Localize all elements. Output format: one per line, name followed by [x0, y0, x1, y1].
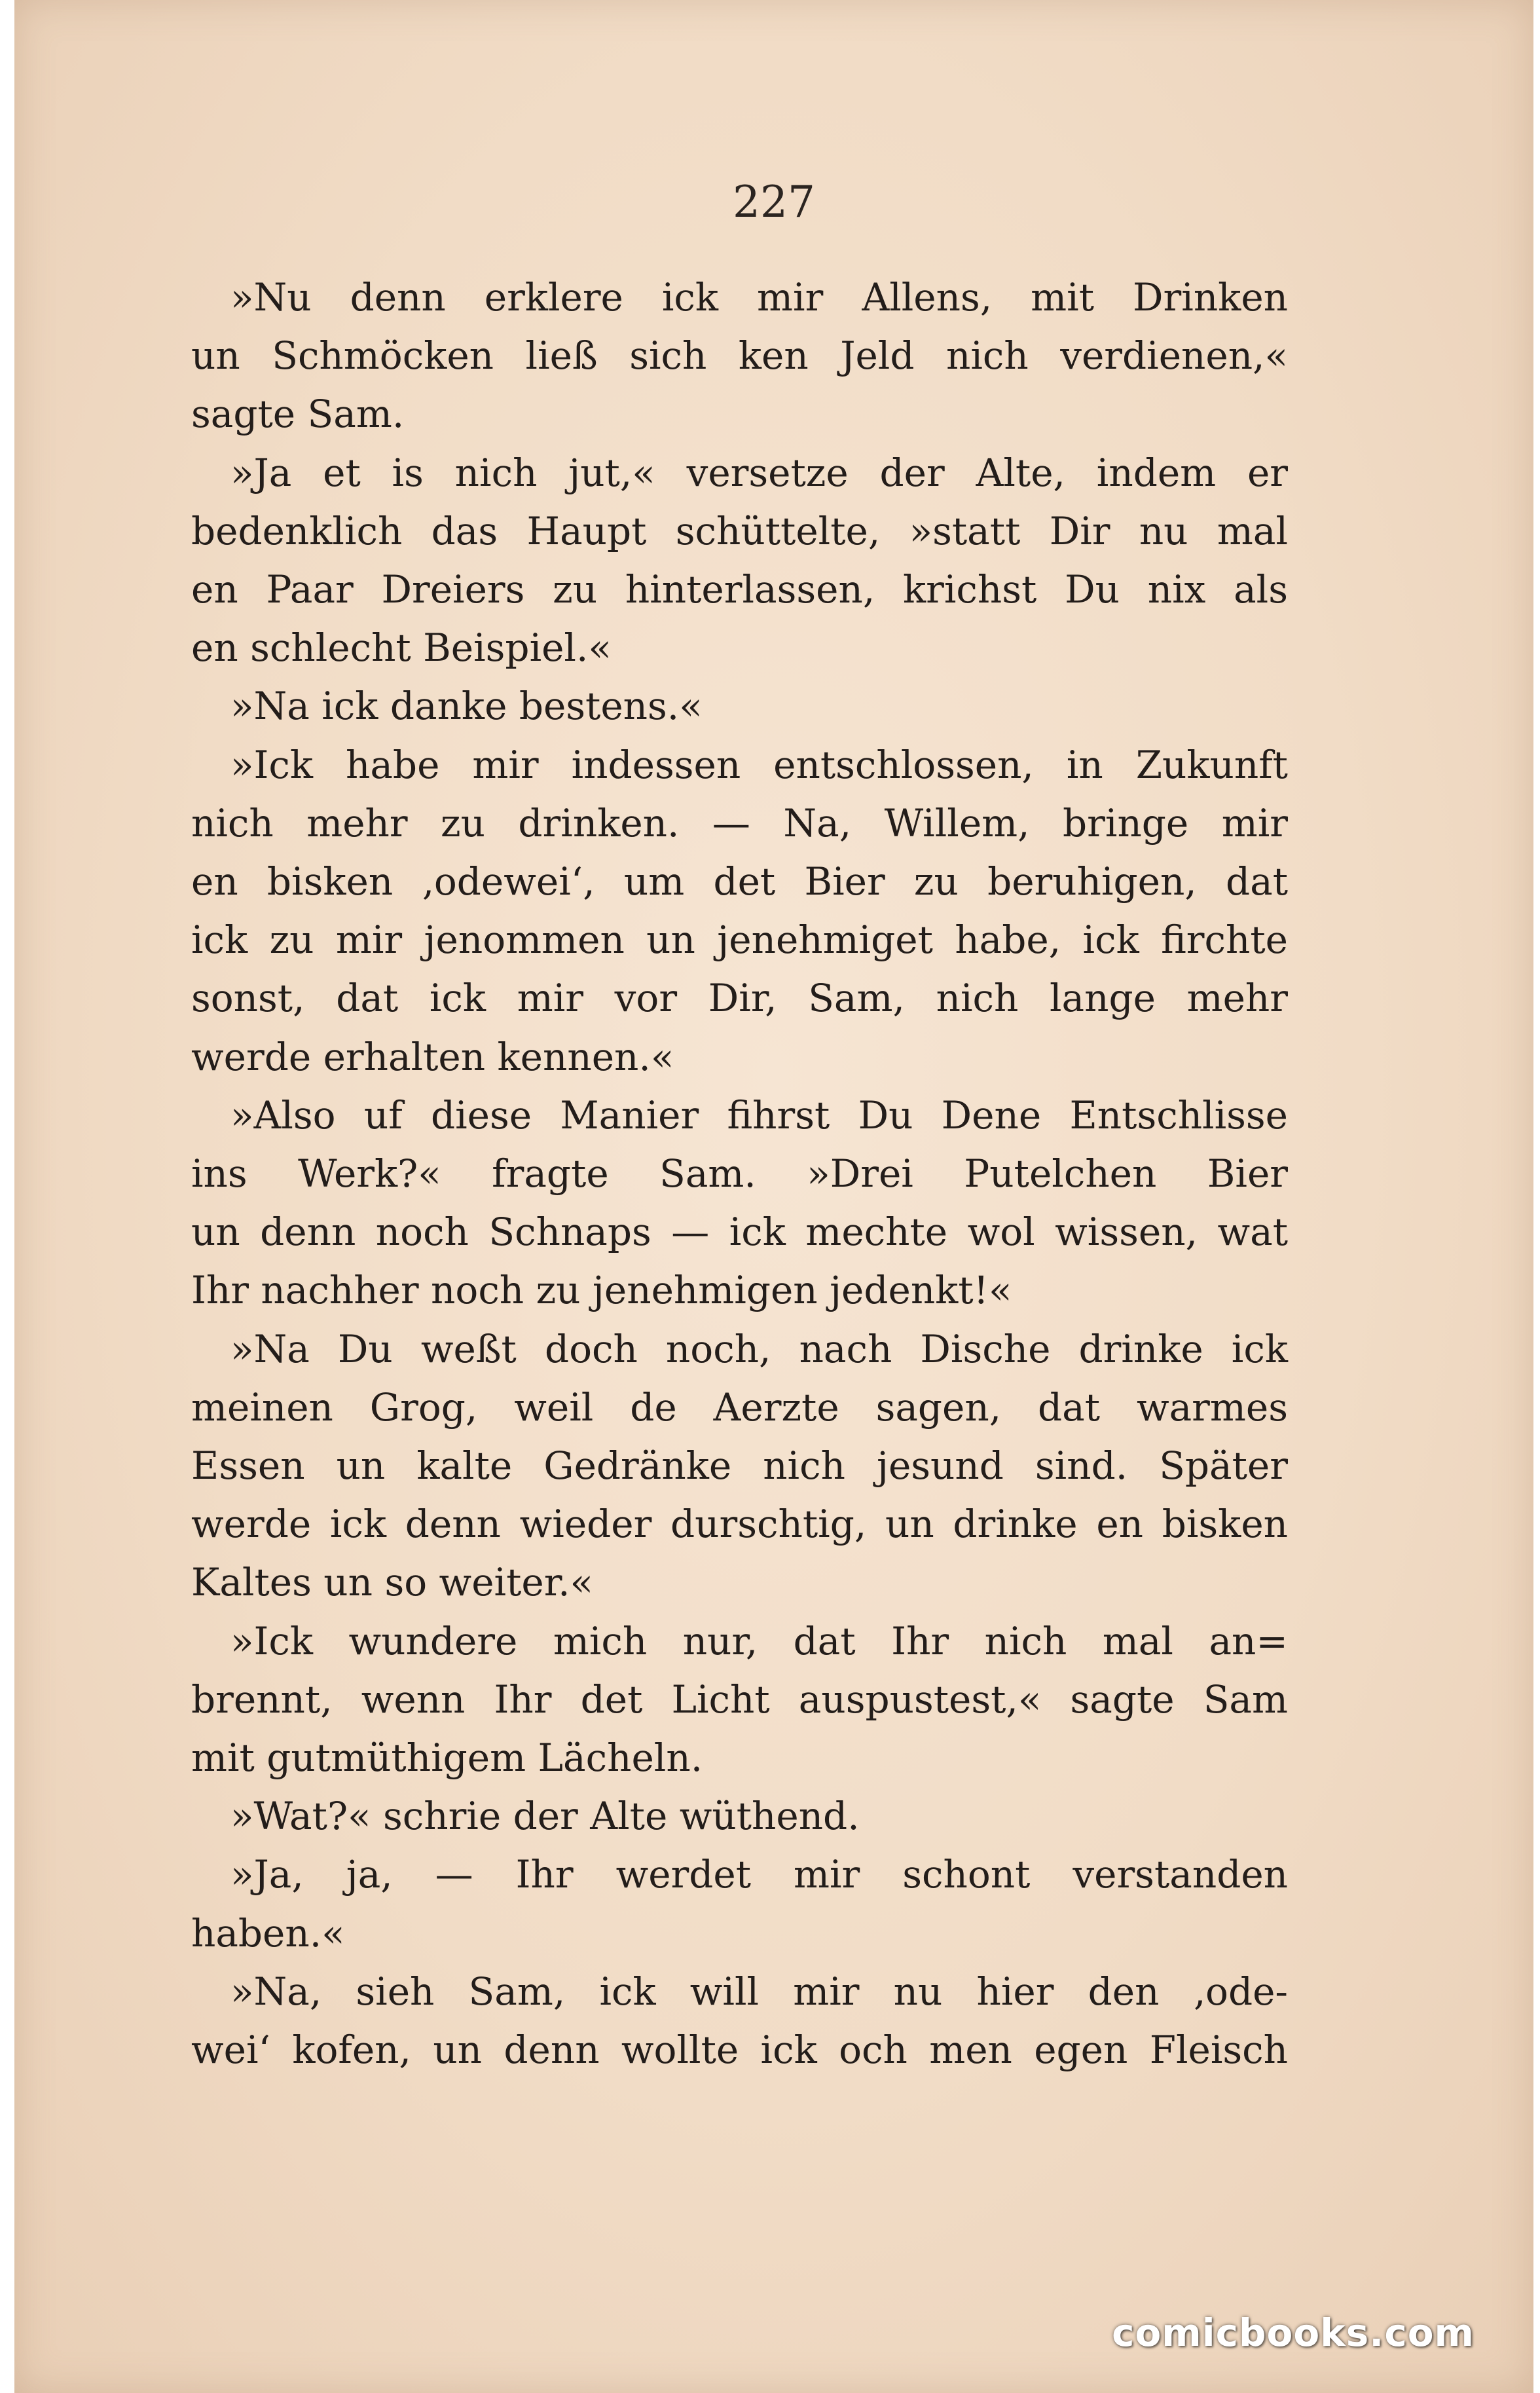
text-line: »Ja, ja, — Ihr werdet mir schont verstanden [230, 1852, 1288, 1897]
text-line: en Paar Dreiers zu hinterlassen, krichst Du nix als [191, 567, 1288, 612]
page-number: 227 [733, 177, 815, 227]
text-line: »Na Du weßt doch noch, nach Dische drinke ick [230, 1326, 1288, 1371]
text-line: wei‘ kofen, un denn wollte ick och men egen Fleisch [191, 2028, 1288, 2073]
text-line: brennt, wenn Ihr det Licht auspustest,« sagte Sam [191, 1677, 1288, 1722]
text-line: Ihr nachher noch zu jenehmigen jedenkt!« [191, 1268, 1012, 1313]
text-line: ins Werk?« fragte Sam. »Drei Putelchen Bier [191, 1151, 1288, 1196]
text-line: nich mehr zu drinken. — Na, Willem, bringe mir [191, 800, 1288, 845]
text-line: »Ick habe mir indessen entschlossen, in Zukunft [230, 742, 1288, 787]
text-line: en schlecht Beispiel.« [191, 625, 612, 671]
body-text [191, 269, 1288, 2079]
text-line: sagte Sam. [191, 392, 405, 437]
text-line: »Na, sieh Sam, ick will mir nu hier den ‚ode- [230, 1969, 1288, 2014]
text-line: »Na ick danke bestens.« [230, 684, 703, 729]
book-page [14, 0, 1533, 2393]
text-line: en bisken ‚odewei‘, um det Bier zu beruhigen, dat [191, 859, 1288, 904]
text-line: sonst, dat ick mir vor Dir, Sam, nich lange mehr [191, 976, 1288, 1021]
text-line: »Ick wundere mich nur, dat Ihr nich mal an= [230, 1618, 1288, 1663]
text-line: haben.« [191, 1910, 345, 1956]
text-line: un denn noch Schnaps — ick mechte wol wissen, wat [191, 1210, 1288, 1255]
text-line: Essen un kalte Gedränke nich jesund sind. Später [191, 1443, 1288, 1489]
text-line: Kaltes un so weiter.« [191, 1560, 593, 1605]
text-line: werde ick denn wieder durschtig, un drinke en bisken [191, 1502, 1288, 1547]
text-line: »Ja et is nich jut,« versetze der Alte, indem er [230, 450, 1288, 495]
text-line: ick zu mir jenommen un jenehmiget habe, ick firchte [191, 918, 1288, 963]
text-line: un Schmöcken ließ sich ken Jeld nich verdienen,« [191, 333, 1288, 379]
watermark: comicbooks.com [1112, 2310, 1475, 2355]
text-line: »Wat?« schrie der Alte wüthend. [230, 1794, 860, 1839]
text-line: meinen Grog, weil de Aerzte sagen, dat warmes [191, 1384, 1288, 1430]
text-line: bedenklich das Haupt schüttelte, »statt Dir nu mal [191, 508, 1288, 553]
text-line: werde erhalten kennen.« [191, 1034, 674, 1079]
text-line: »Also uf diese Manier fihrst Du Dene Entschlisse [230, 1092, 1288, 1138]
text-line: mit gutmüthigem Lächeln. [191, 1735, 703, 1781]
text-line: »Nu denn erklere ick mir Allens, mit Drinken [230, 275, 1288, 320]
